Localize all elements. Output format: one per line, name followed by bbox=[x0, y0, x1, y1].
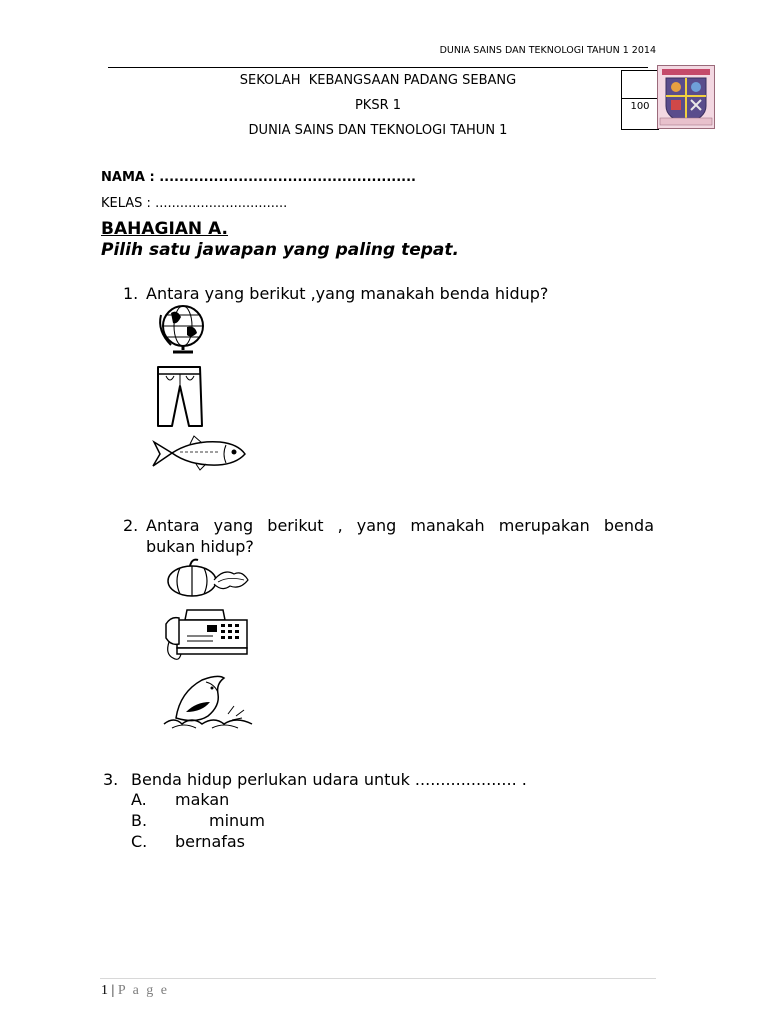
subject-name: DUNIA SAINS DAN TEKNOLOGI TAHUN 1 bbox=[248, 123, 508, 138]
instruction-text: Pilih satu jawapan yang paling tepat bbox=[101, 240, 453, 260]
class-field: KELAS : ................................ bbox=[101, 196, 288, 211]
page-number: 1 bbox=[101, 983, 108, 998]
question-2-text-line1: Antara yang berikut , yang manakah merupakan benda bbox=[146, 516, 654, 535]
fish-icon bbox=[150, 434, 248, 472]
option-a-letter: A. bbox=[131, 790, 147, 809]
name-field: NAMA : .................................................... bbox=[101, 170, 416, 185]
exam-name: PKSR 1 bbox=[354, 98, 402, 113]
question-3-text: Benda hidup perlukan udara untuk .................... . bbox=[131, 770, 527, 789]
fax-machine-icon bbox=[163, 606, 251, 664]
page-footer bbox=[101, 983, 169, 999]
score-box bbox=[621, 70, 659, 130]
option-b-text: minum bbox=[209, 811, 265, 830]
running-header: DUNIA SAINS DAN TEKNOLOGI TAHUN 1 2014 bbox=[439, 45, 656, 56]
school-crest-logo bbox=[657, 65, 715, 129]
section-title: BAHAGIAN A. bbox=[101, 219, 229, 239]
instruction-line: Pilih satu jawapan yang paling tepat. bbox=[101, 240, 459, 260]
globe-icon bbox=[153, 303, 215, 355]
footer-separator: | bbox=[111, 983, 115, 998]
page-word: P a g e bbox=[117, 983, 170, 998]
footer-divider bbox=[100, 978, 656, 979]
question-1-text: Antara yang berikut ,yang manakah benda hidup? bbox=[146, 284, 549, 303]
trousers-icon bbox=[152, 364, 210, 430]
whale-icon bbox=[162, 672, 254, 732]
score-divider bbox=[622, 98, 658, 99]
option-b-letter: B. bbox=[131, 811, 148, 830]
option-c-letter: C. bbox=[131, 832, 148, 851]
score-max: 100 bbox=[630, 101, 650, 112]
question-1-number: 1. bbox=[123, 284, 139, 303]
crest-icon bbox=[658, 66, 714, 128]
question-3-number: 3. bbox=[103, 770, 119, 789]
question-2-number: 2. bbox=[123, 516, 139, 535]
option-c-text: bernafas bbox=[175, 832, 246, 851]
school-heading bbox=[108, 68, 648, 143]
option-a-text: makan bbox=[175, 790, 230, 809]
question-2-text-line2: bukan hidup? bbox=[146, 537, 254, 556]
school-name: SEKOLAH KEBANGSAAN PADANG SEBANG bbox=[239, 73, 517, 88]
pumpkin-icon bbox=[162, 558, 254, 598]
